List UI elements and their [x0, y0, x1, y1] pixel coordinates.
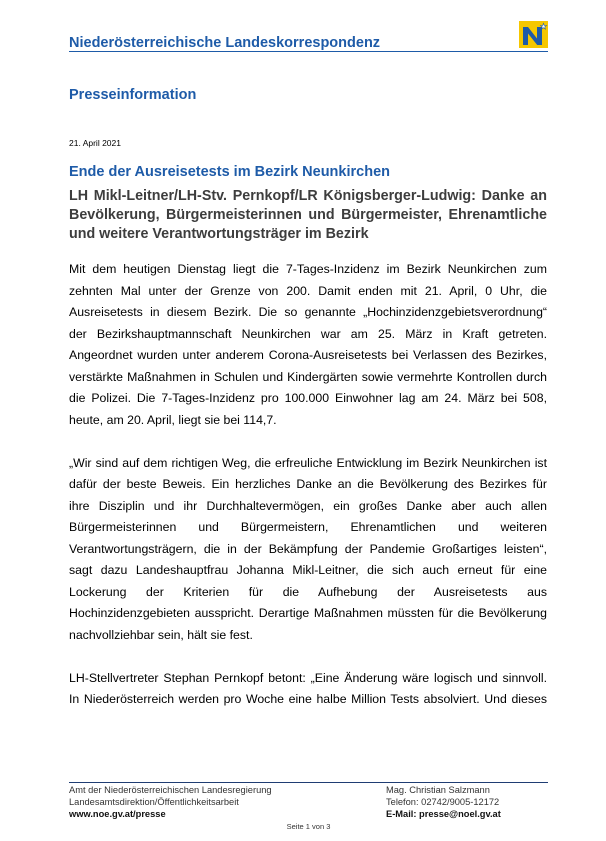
- paragraph: [69, 453, 547, 647]
- body-line: verstärkte Maßnahmen in Schulen und Kindergärten sowie vermehrte Kontrollen durch: [69, 369, 547, 384]
- header-title: Niederösterreichische Landeskorrespondenz: [69, 35, 381, 51]
- paragraph: [69, 668, 547, 711]
- release-date: 21. April 2021: [69, 137, 121, 148]
- body-line: die Polizei. Die 7-Tages-Inzidenz pro 100.000 Einwohner lag am 24. März bei 508,: [69, 391, 547, 406]
- body-line: LH-Stellvertreter Stephan Pernkopf betont: „Eine Änderung wäre logisch und sinnvoll.: [69, 670, 547, 685]
- body-line: „Wir sind auf dem richtigen Weg, die erfreuliche Entwicklung im Bezirk Neunkirchen ist: [69, 455, 547, 470]
- footer-email-link[interactable]: E-Mail: presse@noel.gv.at: [386, 809, 501, 819]
- body-line: nachvollziehbar sein, hält sie fest.: [69, 627, 253, 642]
- header-rule: [69, 51, 548, 52]
- body-line: dafür der beste Beweis. Ein herzliches Danke an die Bevölkerung des Bezirkes für: [69, 477, 547, 492]
- subheadline: [69, 187, 547, 244]
- footer-department: Landesamtsdirektion/Öffentlichkeitsarbeit: [69, 797, 239, 807]
- body-line: Hochinzidenzgebieten ausspricht. Derartige Maßnahmen müssten für die Bevölkerung: [69, 606, 547, 621]
- paragraph: [69, 259, 547, 431]
- body-line: Angeordnet wurden unter anderem Corona-Ausreisetests bei Verlassen des Bezirkes,: [69, 348, 547, 363]
- body-line: Ausreisetests in diesem Bezirk. Die so genannte „Hochinzidenzgebietsverordnung“: [69, 305, 547, 320]
- body-line: der Bezirkshauptmannschaft Neunkirchen war am 25. März in Kraft getreten.: [69, 326, 547, 341]
- footer-rule: [69, 782, 548, 783]
- body-line: Bürgermeisterinnen und Bürgermeistern, Ehrenamtlichen und weiteren: [69, 520, 547, 535]
- noe-logo: [519, 21, 548, 48]
- footer-contact-name: Mag. Christian Salzmann: [386, 785, 490, 795]
- noe-logo-icon: [519, 21, 548, 48]
- subheadline-line: Bevölkerung, Bürgermeisterinnen und Bürgermeister, Ehrenamtliche: [69, 206, 547, 223]
- body-line: Verantwortungsträgern, die in der Bekämpfung der Pandemie Großartiges leisten“,: [69, 541, 547, 556]
- body-line: ihre Disziplin und ihr Durchhaltevermögen, ein großes Danke aber auch allen: [69, 498, 547, 513]
- footer-phone: Telefon: 02742/9005-12172: [386, 797, 500, 807]
- subheadline-line: LH Mikl-Leitner/LH-Stv. Pernkopf/LR Königsberger-Ludwig: Danke an: [69, 187, 547, 204]
- body-line: Mit dem heutigen Dienstag liegt die 7-Tages-Inzidenz im Bezirk Neunkirchen zum: [69, 262, 547, 277]
- footer-office: Amt der Niederösterreichischen Landesregierung: [69, 785, 272, 795]
- subheadline-line: und weitere Verantwortungsträger im Bezirk: [69, 225, 369, 242]
- body-text: [69, 259, 547, 711]
- footer-left: [69, 784, 272, 820]
- headline: Ende der Ausreisetests im Bezirk Neunkirchen: [69, 164, 390, 180]
- document-type: Presseinformation: [69, 87, 197, 103]
- body-line: zehnten Mal unter der Grenze von 200. Damit enden mit 21. April, 0 Uhr, die: [69, 283, 547, 298]
- page-number: Seite 1 von 3: [286, 822, 331, 831]
- body-line: In Niederösterreich werden pro Woche eine halbe Million Tests absolviert. Und dieses: [69, 692, 547, 707]
- footer-website-link[interactable]: www.noe.gv.at/presse: [69, 809, 166, 819]
- body-line: sagt dazu Landeshauptfrau Johanna Mikl-Leitner, die sich auch erneut für eine: [69, 563, 547, 578]
- body-line: Lockerung der Kriterien für die Aufhebung der Ausreisetests aus: [69, 584, 547, 599]
- body-line: heute, am 20. April, liegt sie bei 114,7.: [69, 412, 277, 427]
- footer-right: [386, 784, 501, 820]
